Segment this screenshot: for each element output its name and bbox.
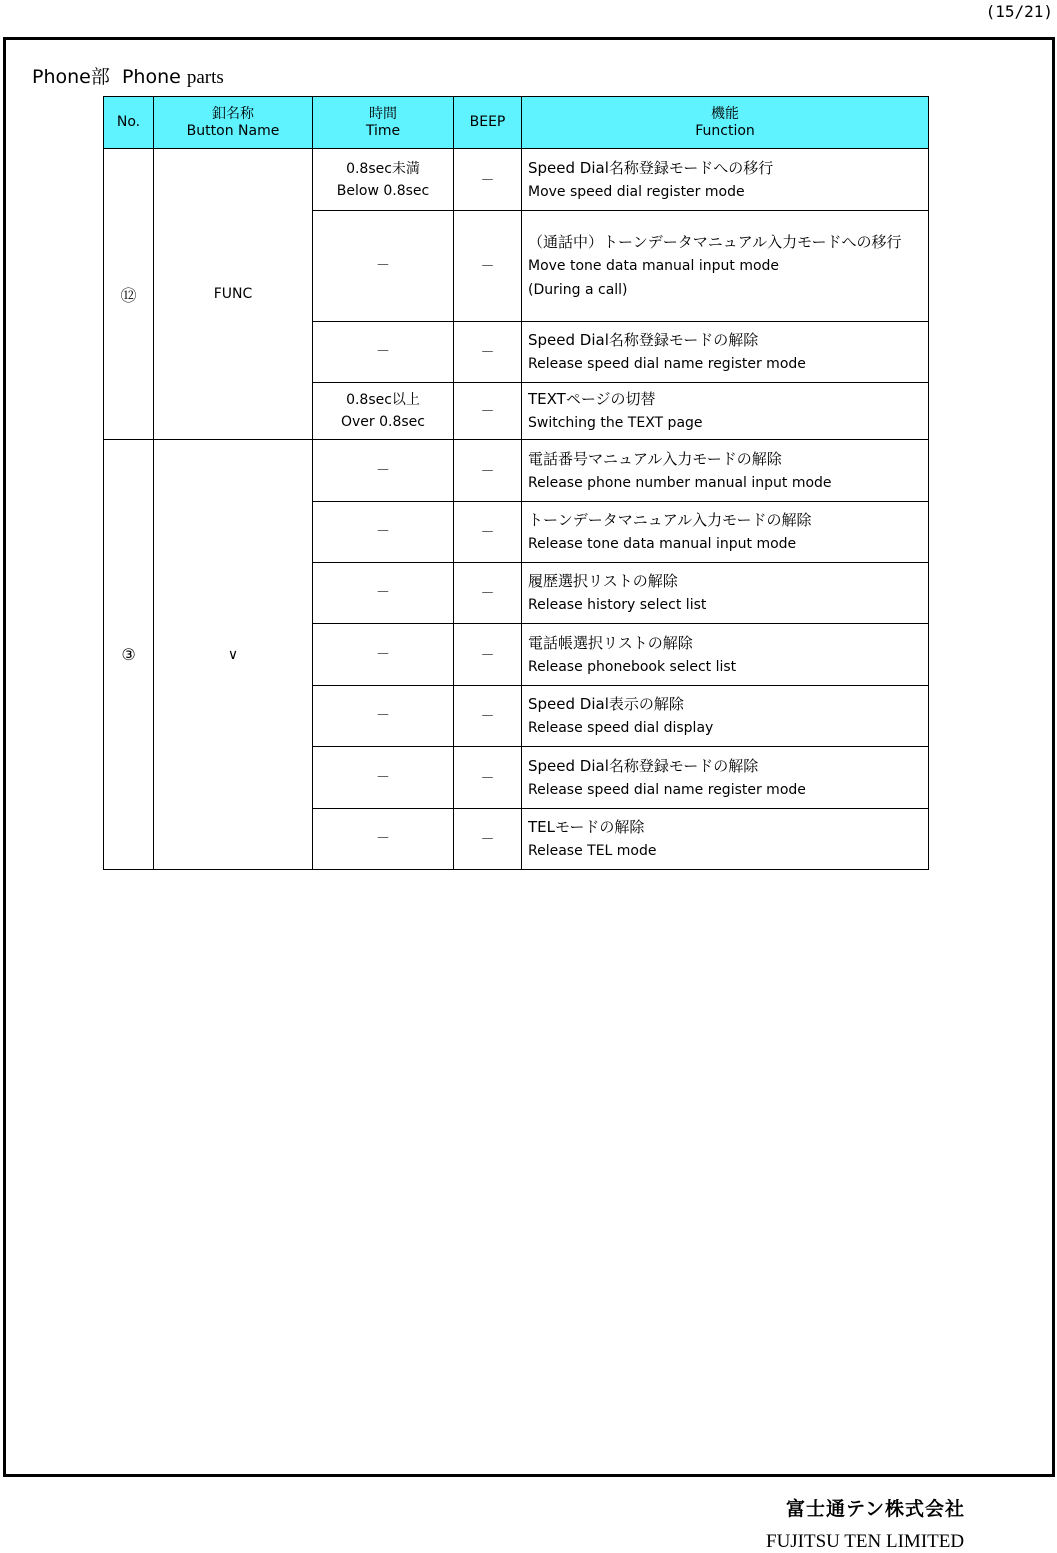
section-title-en: Phone — [121, 66, 187, 88]
function-text-en: Release TEL mode — [528, 843, 657, 859]
function-text-en: Release speed dial name register mode — [528, 356, 806, 372]
cell-beep: － — [454, 809, 522, 870]
page-number: (15/21) — [985, 2, 1053, 21]
cell-beep: － — [454, 149, 522, 211]
cell-time — [313, 502, 454, 563]
company-name-en: FUJITSU TEN LIMITED — [766, 1531, 965, 1552]
time-value: － — [376, 462, 390, 479]
cell-function — [522, 809, 929, 870]
time-value: － — [376, 769, 390, 786]
time-value-en: Below 0.8sec — [336, 182, 430, 199]
function-text-ja: 履歴選択リストの解除 — [528, 572, 678, 590]
cell-beep: － — [454, 211, 522, 322]
function-text-ja: トーンデータマニュアル入力モードの解除 — [528, 511, 812, 529]
company-name-ja: 富士通テン株式会社 — [786, 1498, 966, 1520]
cell-function — [522, 440, 929, 502]
cell-time — [313, 747, 454, 809]
cell-time — [313, 809, 454, 870]
table-header-row — [104, 97, 929, 149]
cell-function — [522, 624, 929, 686]
cell-button-name: FUNC — [154, 149, 313, 440]
cell-time — [313, 563, 454, 624]
time-value: － — [376, 708, 390, 724]
time-value-en: Over 0.8sec — [341, 414, 425, 430]
cell-beep: － — [454, 322, 522, 383]
time-value: － — [376, 258, 390, 274]
cell-time — [313, 322, 454, 383]
cell-time — [313, 686, 454, 747]
button-function-table — [103, 96, 929, 870]
cell-function — [522, 383, 929, 440]
header-beep: BEEP — [454, 97, 522, 149]
cell-beep: － — [454, 383, 522, 440]
function-text-ja: Speed Dial表示の解除 — [528, 695, 684, 713]
cell-function — [522, 563, 929, 624]
function-text-ja: Speed Dial名称登録モードの解除 — [528, 756, 759, 775]
cell-function — [522, 149, 929, 211]
time-value: 0.8sec以上 — [346, 392, 420, 408]
header-no: No. — [104, 97, 154, 149]
header-button-name: 釦名称 Button Name — [154, 97, 313, 149]
cell-function — [522, 322, 929, 383]
cell-beep: － — [454, 563, 522, 624]
cell-button-name: ∨ — [154, 440, 313, 870]
table-row — [104, 440, 929, 502]
function-text-en: Move speed dial register mode — [528, 183, 745, 200]
function-text-ja: TEXTページの切替 — [528, 390, 656, 408]
function-text-en: Release speed dial name register mode — [528, 781, 806, 798]
time-value: － — [376, 646, 390, 663]
cell-function — [522, 502, 929, 563]
function-text-en: Release phonebook select list — [528, 658, 737, 675]
section-title-ja: Phone部 — [32, 66, 110, 88]
header-function: 機能 Function — [522, 97, 929, 149]
section-title-en-serif: parts — [186, 67, 224, 88]
function-text-en: Switching the TEXT page — [528, 415, 703, 431]
header-time: 時間 Time — [313, 97, 454, 149]
function-text-ja: Speed Dial名称登録モードの解除 — [528, 331, 759, 349]
cell-beep: － — [454, 624, 522, 686]
cell-time — [313, 624, 454, 686]
table-row — [104, 149, 929, 211]
cell-function — [522, 747, 929, 809]
time-value: － — [376, 831, 390, 847]
function-text-ja: 電話番号マニュアル入力モードの解除 — [528, 449, 782, 468]
function-text-en: Release history select list — [528, 597, 707, 613]
function-text-en: Release tone data manual input mode — [528, 536, 797, 552]
function-text-ja: TELモードの解除 — [528, 818, 645, 836]
function-text-ja: （通話中）トーンデータマニュアル入力モードへの移行 — [528, 233, 902, 251]
cell-time — [313, 440, 454, 502]
time-value: － — [376, 585, 390, 601]
cell-time — [313, 149, 454, 211]
function-text-en: Release phone number manual input mode — [528, 474, 832, 491]
function-text-ja: 電話帳選択リストの解除 — [528, 633, 693, 652]
time-value: － — [376, 524, 390, 540]
cell-no: ③ — [104, 440, 154, 870]
cell-beep: － — [454, 502, 522, 563]
cell-no: ⑫ — [104, 149, 154, 440]
function-text-en: (During a call) — [528, 282, 628, 298]
function-text-ja: Speed Dial名称登録モードへの移行 — [528, 158, 774, 177]
function-text-en: Release speed dial display — [528, 720, 714, 736]
cell-beep: － — [454, 686, 522, 747]
function-text-en: Move tone data manual input mode — [528, 258, 780, 274]
cell-function — [522, 686, 929, 747]
cell-function — [522, 211, 929, 322]
time-value: － — [376, 344, 390, 360]
cell-beep: － — [454, 747, 522, 809]
cell-beep: － — [454, 440, 522, 502]
cell-time — [313, 383, 454, 440]
time-value: 0.8sec未満 — [346, 160, 420, 177]
cell-time — [313, 211, 454, 322]
section-title — [32, 62, 224, 89]
